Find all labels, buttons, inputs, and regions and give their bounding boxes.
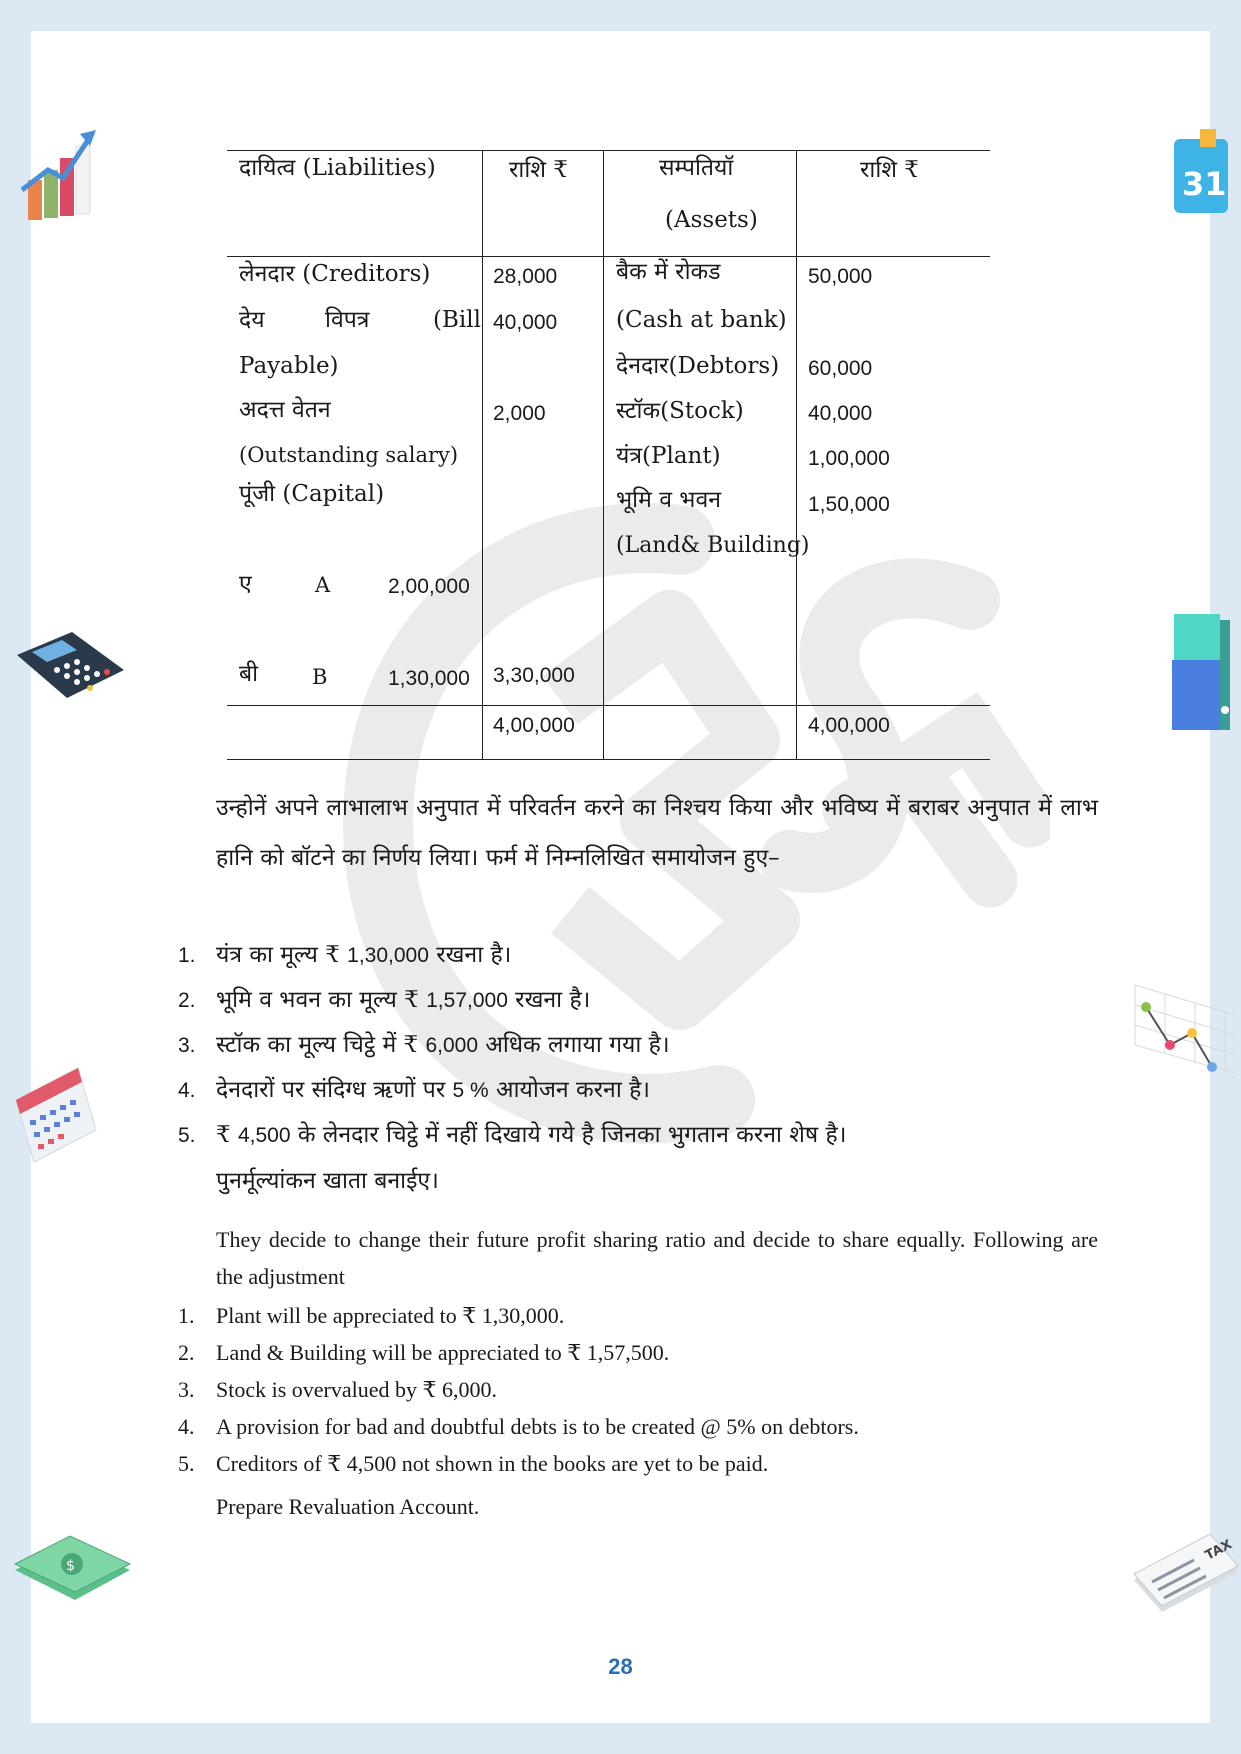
debtors-amount: 60,000 [808,357,873,380]
hindi-adjustment-item: 3. स्टॉक का मूल्य चिट्ठे में ₹ 6,000 अधिक लगाया गया है। [178,1032,670,1058]
stock-label: स्टॉक(Stock) [616,398,744,424]
english-intro-paragraph: They decide to change their future profit sharing ratio and decide to share equally. Following are the adjustment [216,1227,1098,1289]
english-adjustment-item: 1. Plant will be appreciated to ₹ 1,30,000. [178,1303,565,1328]
capital-a-english: A [315,573,331,597]
cash-at-bank-amount: 50,000 [808,265,873,288]
english-adjustment-item: 3. Stock is overvalued by ₹ 6,000. [178,1377,498,1402]
hindi-closing-line: पुनर्मूल्यांकन खाता बनाईए। [216,1168,439,1194]
stock-amount: 40,000 [808,402,873,425]
capital-b-english: B [312,665,328,689]
english-adjustment-item: 2. Land & Building will be appreciated to ₹ 1,57,500. [178,1340,670,1365]
line-graph-icon [1130,975,1240,1075]
capital-a-amount: 2,00,000 [388,575,470,598]
english-closing-line: Prepare Revaluation Account. [216,1494,480,1519]
creditors-amount: 28,000 [493,265,558,288]
debtors-label: देनदार(Debtors) [616,353,780,379]
header-assets-hindi: सम्पतियॉ [659,155,734,181]
outstanding-salary-hindi: अदत्त वेतन [239,397,331,423]
hindi-adjustment-item: 2. भूमि व भवन का मूल्य ₹ 1,57,000 रखना है। [178,987,591,1013]
english-adjustment-item: 5. Creditors of ₹ 4,500 not shown in the books are yet to be paid. [178,1451,769,1476]
plant-amount: 1,00,000 [808,447,890,470]
english-adjustments-list [178,1297,859,1482]
svg-text:$: $ [66,1558,75,1574]
header-liabilities: दायित्व (Liabilities) [239,155,436,181]
svg-text:TAX: TAX [1202,1537,1235,1564]
hindi-adjustment-item: 4. देनदारों पर संदिग्ध ऋणों पर 5 % आयोजन करना है। [178,1077,651,1103]
svg-text:31: 31 [1182,165,1227,203]
capital-total: 3,30,000 [493,664,575,687]
capital-label: पूंजी (Capital) [239,481,385,507]
balance-sheet-table [227,150,990,760]
cash-at-bank-hindi: बैक में रोकड [616,259,721,285]
hindi-adjustment-item: 1. यंत्र का मूल्य ₹ 1,30,000 रखना है। [178,942,512,968]
bill-payable-word3: (Bill [433,307,481,333]
hindi-intro-paragraph: उन्होनें अपने लाभालाभ अनुपात में परिवर्तन करने का निश्चय किया और भविष्य में बराबर अनुपात में लाभ हानि को बॉटने का निर्णय लिया। फर्म में निम्नलिखित समायोजन हुए– [216,795,1098,871]
bill-payable-word4: Payable) [239,353,339,379]
cash-at-bank-english: (Cash at bank) [616,307,787,333]
plant-label: यंत्र(Plant) [616,443,721,469]
page-number: 28 [608,1654,633,1679]
hindi-adjustments-list [178,933,846,1158]
capital-a-hindi: ए [239,571,252,597]
capital-b-hindi: बी [239,661,259,687]
bill-payable-amount: 40,000 [493,311,558,334]
desk-calendar-icon [8,1060,103,1165]
bill-payable-word2: विपत्र [325,307,370,333]
assets-total: 4,00,000 [808,714,890,737]
land-building-amount: 1,50,000 [808,493,890,516]
money-stack-icon [10,1530,135,1605]
header-liabilities-amount: राशि ₹ [509,157,568,183]
bill-payable-word1: देय [239,307,265,333]
calculator-icon [12,630,127,700]
outstanding-salary-amount: 2,000 [493,402,546,425]
english-adjustment-item: 4. A provision for bad and doubtful debts is to be created @ 5% on debtors. [178,1414,859,1439]
calendar-31-icon [1170,125,1234,220]
header-assets-english: (Assets) [665,207,758,233]
outstanding-salary-english: (Outstanding salary) [239,443,459,467]
binders-icon [1168,610,1236,735]
hindi-adjustment-item: 5. ₹ 4,500 के लेनदार चिट्ठे में नहीं दिखाये गये है जिनका भुगतान करना शेष है। [178,1122,847,1148]
growth-chart-icon [18,120,98,225]
liabilities-total: 4,00,000 [493,714,575,737]
land-building-english: (Land& Building) [616,533,810,558]
creditors-label: लेनदार (Creditors) [239,261,431,287]
header-assets-amount: राशि ₹ [860,157,919,183]
capital-b-amount: 1,30,000 [388,667,470,690]
land-building-hindi: भूमि व भवन [616,487,722,513]
tax-document-icon [1130,1520,1240,1615]
